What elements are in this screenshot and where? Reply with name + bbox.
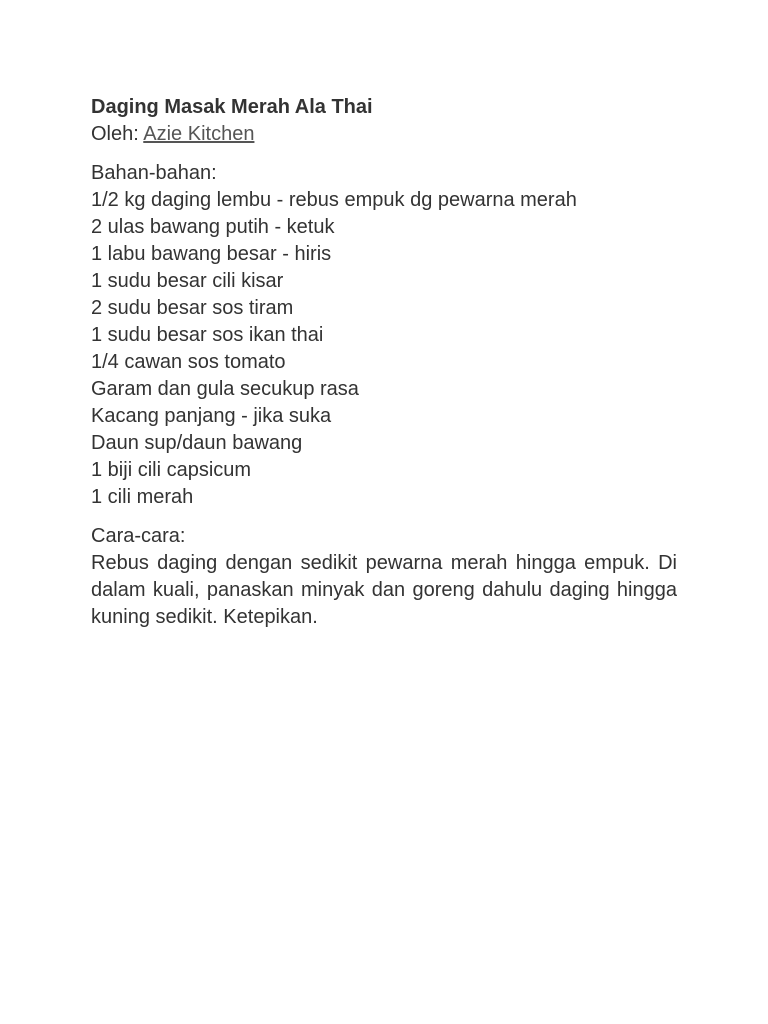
ingredient-item: 1/4 cawan sos tomato	[91, 351, 286, 373]
ingredient-item: Garam dan gula secukup rasa	[91, 378, 359, 400]
ingredient-item: 1 sudu besar sos ikan thai	[91, 324, 324, 346]
ingredient-item: 1 sudu besar cili kisar	[91, 270, 284, 292]
ingredient-item: 1/2 kg daging lembu - rebus empuk dg pewarna merah	[91, 189, 577, 211]
ingredient-item: 2 sudu besar sos tiram	[91, 297, 294, 319]
ingredient-item: 1 labu bawang besar - hiris	[91, 243, 332, 265]
recipe-document	[91, 93, 677, 631]
ingredient-item: Kacang panjang - jika suka	[91, 405, 332, 427]
ingredients-heading: Bahan-bahan:	[91, 162, 217, 184]
author-link[interactable]: Azie Kitchen	[143, 123, 255, 145]
byline	[91, 121, 677, 148]
recipe-title: Daging Masak Merah Ala Thai	[91, 96, 373, 118]
method-heading: Cara-cara:	[91, 525, 186, 547]
method-paragraph: Rebus daging dengan sedikit pewarna merah hingga empuk. Di dalam kuali, panaskan minyak dan goreng dahulu daging hingga kuning sedikit. Ketepikan.	[91, 552, 677, 628]
ingredient-item: 1 biji cili capsicum	[91, 459, 252, 481]
byline-prefix: Oleh:	[91, 123, 144, 145]
ingredients-list	[91, 187, 677, 511]
ingredient-item: 2 ulas bawang putih - ketuk	[91, 216, 335, 238]
ingredient-item: Daun sup/daun bawang	[91, 432, 303, 454]
ingredient-item: 1 cili merah	[91, 486, 194, 508]
